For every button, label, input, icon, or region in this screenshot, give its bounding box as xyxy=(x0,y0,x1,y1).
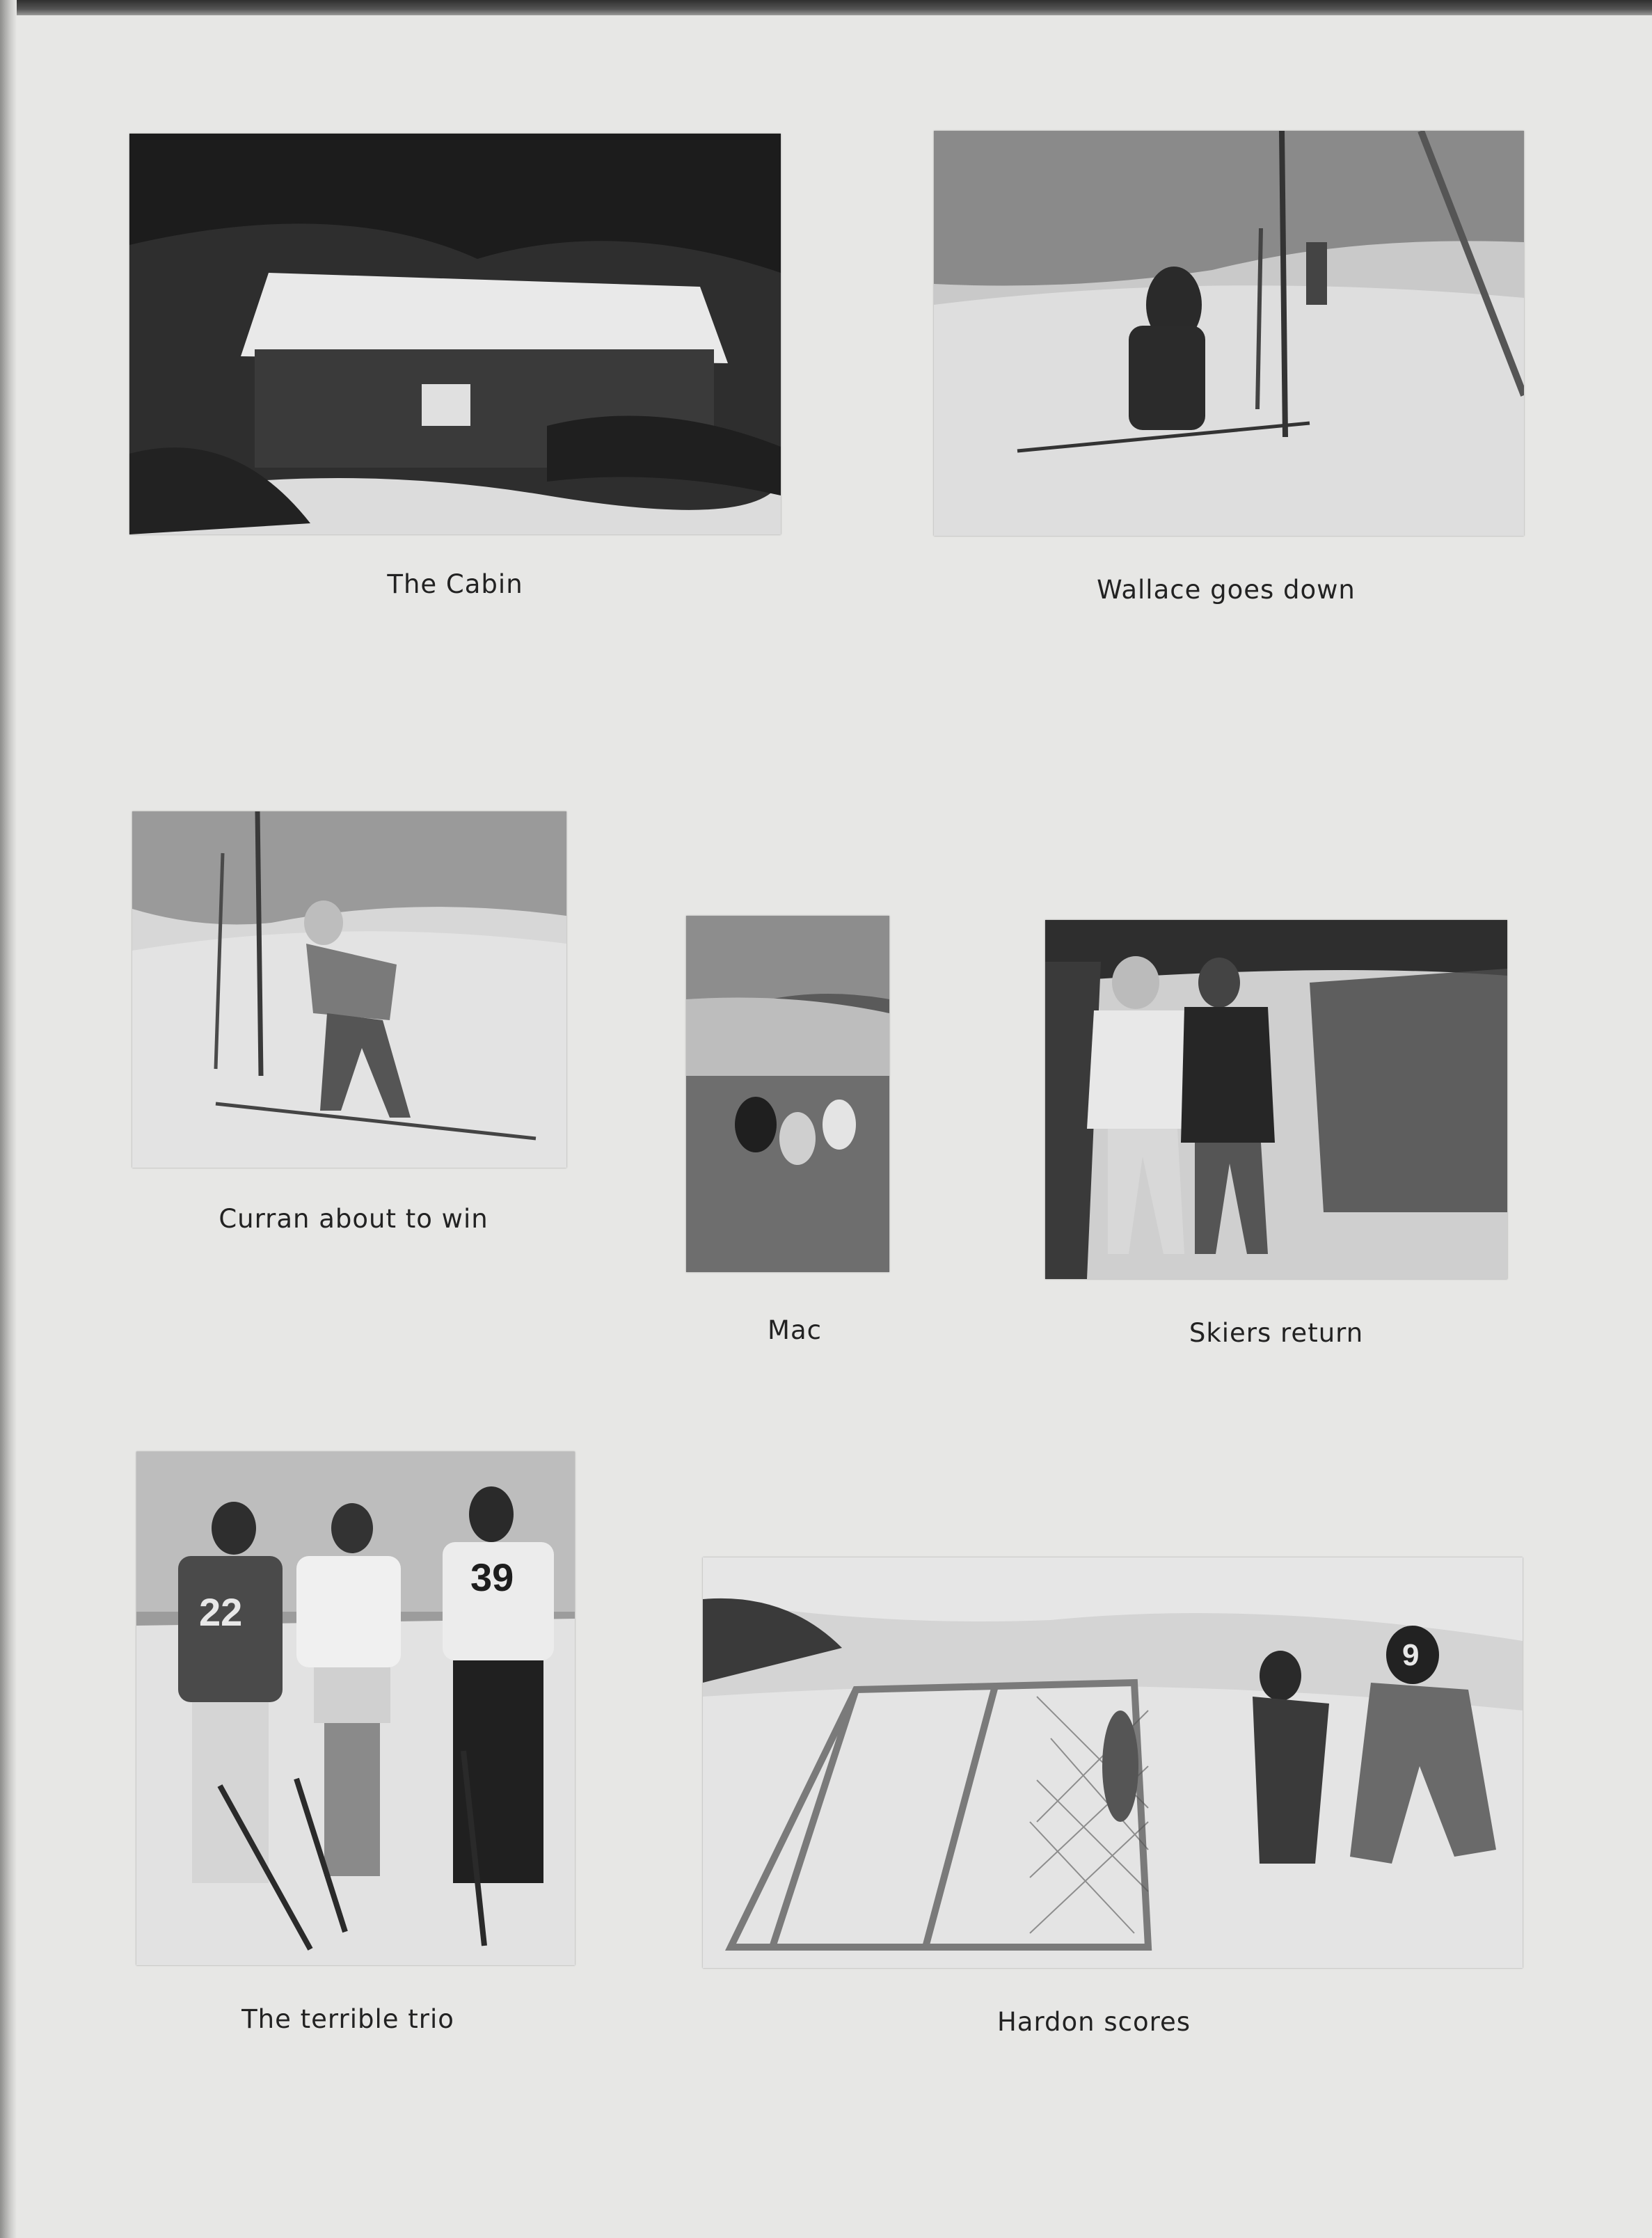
caption-wallace-goes-down: Wallace goes down xyxy=(1097,575,1356,605)
photo-skiers-return xyxy=(1045,920,1507,1279)
caption-mac: Mac xyxy=(768,1315,822,1345)
photo-wallace-goes-down xyxy=(934,131,1524,536)
caption-the-terrible-trio: The terrible trio xyxy=(241,2004,454,2034)
page-top-edge xyxy=(0,0,1652,15)
jersey-number-22: 22 xyxy=(199,1590,243,1634)
photo-the-terrible-trio xyxy=(136,1452,575,1965)
jersey-number-9: 9 xyxy=(1402,1638,1420,1672)
photo-the-cabin xyxy=(129,134,781,534)
caption-hardon-scores: Hardon scores xyxy=(996,2007,1191,2037)
jersey-number-39: 39 xyxy=(470,1555,514,1599)
page-binding-edge xyxy=(0,0,17,2238)
caption-curran-about-to-win: Curran about to win xyxy=(219,1204,489,1234)
caption-skiers-return: Skiers return xyxy=(1189,1318,1364,1348)
photo-mac xyxy=(686,916,889,1272)
photo-curran-about-to-win xyxy=(132,811,566,1168)
caption-the-cabin: The Cabin xyxy=(387,569,523,599)
photo-hardon-scores xyxy=(703,1557,1523,1968)
